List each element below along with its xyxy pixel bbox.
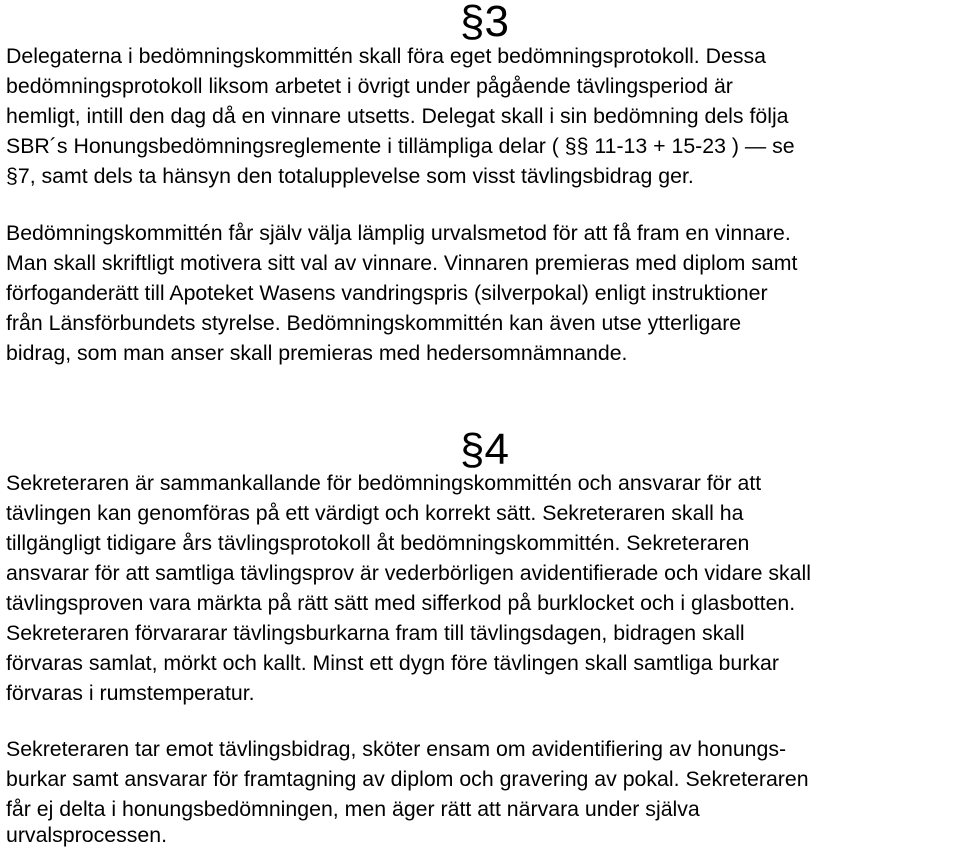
section-3-paragraph-2-line: förfoganderätt till Apoteket Wasens vandringspris (silverpokal) enligt instruktioner (6, 281, 768, 305)
section-4-paragraph-1-line: tillgängligt tidigare års tävlingsprotokoll åt bedömningskommittén. Sekreteraren (6, 531, 750, 555)
section-4-paragraph-2-line: burkar samt ansvarar för framtagning av diplom och gravering av pokal. Sekreteraren (6, 767, 809, 791)
section-3-paragraph-1-line: SBR´s Honungsbedömningsreglemente i tillämpliga delar ( §§ 11-13 + 15-23 ) — se (6, 134, 795, 158)
section-4-paragraph-1-line: förvaras samlat, mörkt och kallt. Minst ett dygn före tävlingen skall samtliga burkar (6, 651, 779, 675)
section-3-paragraph-2-line: bidrag, som man anser skall premieras med hedersomnämnande. (6, 341, 628, 365)
section-3-paragraph-2-line: Man skall skriftligt motivera sitt val av vinnare. Vinnaren premieras med diplom samt (6, 251, 798, 275)
section-4-paragraph-1-line: ansvarar för att samtliga tävlingsprov är vederbörligen avidentifierade och vidare skall (6, 561, 811, 585)
section-3-paragraph-1-line: §7, samt dels ta hänsyn den totalupplevelse som visst tävlingsbidrag ger. (6, 164, 694, 188)
section-3-paragraph-1-line: hemligt, intill den dag då en vinnare utsetts. Delegat skall i sin bedömning dels följa (6, 104, 789, 128)
section-3-paragraph-2-line: från Länsförbundets styrelse. Bedömningskommittén kan även utse ytterligare (6, 311, 742, 335)
section-4-paragraph-1-line: Sekreteraren förvararar tävlingsburkarna fram till tävlingsdagen, bidragen skall (6, 621, 745, 645)
section-4-paragraph-2-line: får ej delta i honungsbedömningen, men äger rätt att närvara under själva (6, 797, 700, 821)
section-4-heading: §4 (460, 425, 509, 474)
section-4-paragraph-1-line: tävlingsproven vara märkta på rätt sätt med sifferkod på burklocket och i glasbotten. (6, 591, 796, 615)
section-3-paragraph-1-line: bedömningsprotokoll liksom arbetet i övrigt under pågående tävlingsperiod är (6, 74, 733, 98)
section-4-paragraph-1-line: tävlingen kan genomföras på ett värdigt och korrekt sätt. Sekreteraren skall ha (6, 501, 744, 525)
section-3-paragraph-2-line: Bedömningskommittén får själv välja lämplig urvalsmetod för att få fram en vinnare. (6, 221, 791, 245)
section-4-paragraph-2-line: urvalsprocessen. (6, 823, 167, 847)
section-3-paragraph-1-line: Delegaterna i bedömningskommittén skall föra eget bedömningsprotokoll. Dessa (6, 44, 767, 68)
section-4-paragraph-1-line: Sekreteraren är sammankallande för bedömningskommittén och ansvarar för att (6, 471, 762, 495)
section-4-paragraph-1-line: förvaras i rumstemperatur. (6, 681, 255, 705)
section-4-paragraph-2-line: Sekreteraren tar emot tävlingsbidrag, sköter ensam om avidentifiering av honungs- (6, 737, 787, 761)
section-3-heading: §3 (460, 0, 509, 46)
